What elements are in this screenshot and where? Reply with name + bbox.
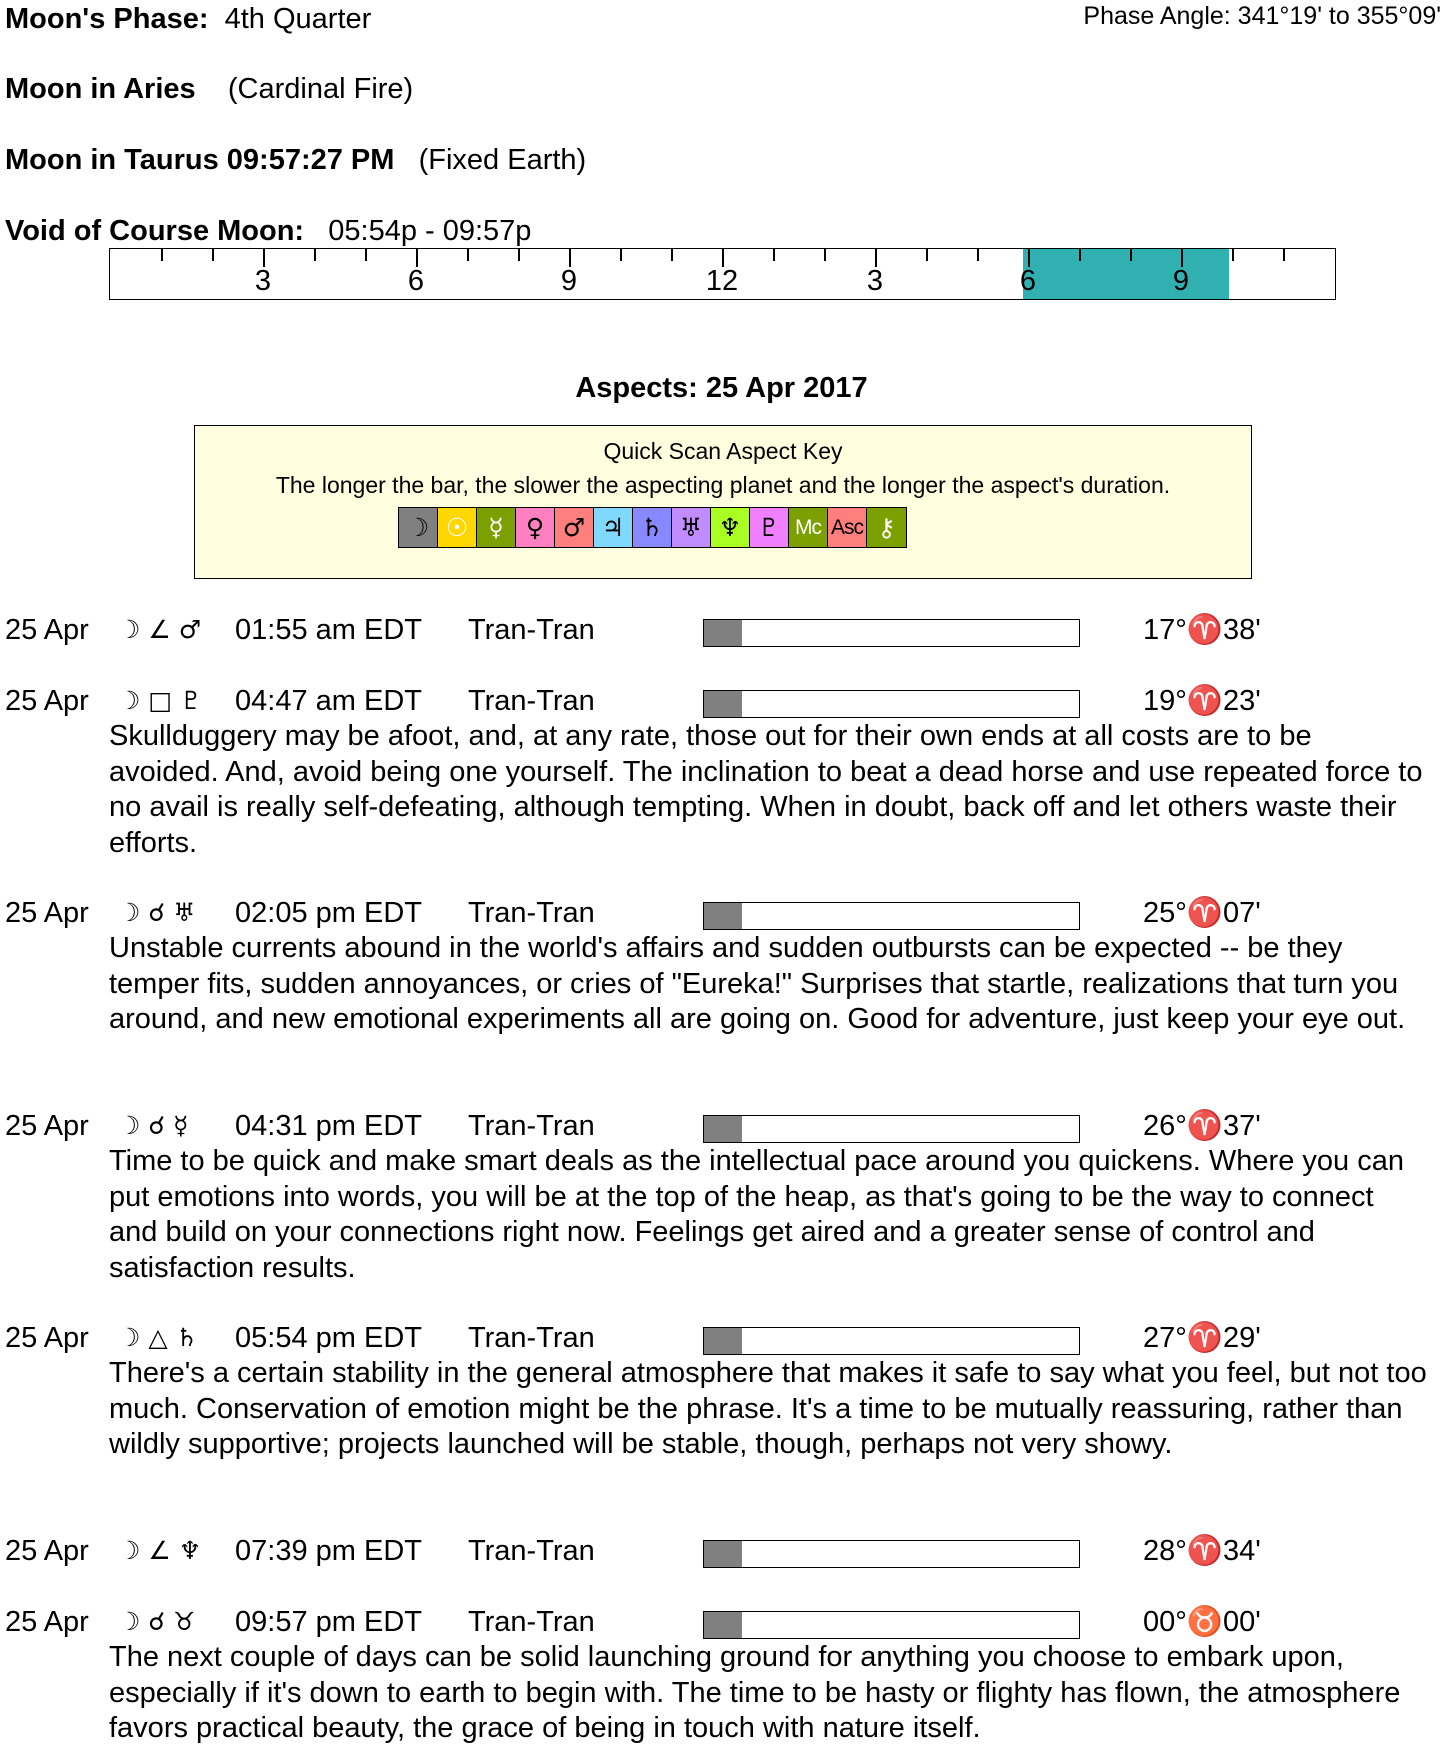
- aspect-position: 26°♈37': [1143, 1110, 1261, 1142]
- aspect-duration-fill: [704, 1612, 742, 1638]
- aspect-time: 02:05 pm EDT: [235, 897, 422, 929]
- timeline-tick: [1232, 249, 1234, 261]
- aspect-glyphs: ☽ ∠ ♂: [118, 615, 202, 644]
- moon-sign-line-2: [5, 143, 586, 177]
- moon-sign-1-label: Moon in Aries: [5, 73, 196, 105]
- uranus-icon: ♅: [672, 508, 711, 547]
- timeline-tick: [671, 249, 673, 261]
- timeline-tick: [467, 249, 469, 261]
- aspect-type: Tran-Tran: [468, 1110, 595, 1142]
- mercury-icon: ☿: [477, 508, 516, 547]
- aspect-glyphs: ☽ ☌ ♉: [118, 1607, 196, 1636]
- aspect-duration-fill: [704, 1541, 742, 1567]
- key-description: The longer the bar, the slower the aspecting planet and the longer the aspect's duration.: [275, 472, 1171, 498]
- aspect-glyphs: ☽ △ ♄: [118, 1323, 198, 1352]
- timeline-hour-label: 9: [560, 265, 578, 297]
- saturn-icon: ♄: [633, 508, 672, 547]
- aspect-duration-fill: [704, 903, 742, 929]
- timeline-tick: [1283, 249, 1285, 261]
- timeline-hour-label: 3: [866, 265, 884, 297]
- aspect-duration-fill: [704, 620, 742, 646]
- aspect-date: 25 Apr: [5, 614, 89, 646]
- timeline-tick: [620, 249, 622, 261]
- aspect-glyphs: ☽ ∠ ♆: [118, 1536, 202, 1565]
- mars-icon: ♂: [555, 508, 594, 547]
- aspect-duration-bar: [703, 902, 1080, 930]
- void-of-course-line: [5, 214, 531, 248]
- moon-sign-1-quality: (Cardinal Fire): [227, 73, 414, 105]
- aspect-description: There's a certain stability in the general atmosphere that makes it safe to say what you feel, but not too much. Conservation of emotion might be the phrase. It's a time to be mutually reassuring, rather than wildly supportive; projects launched will be stable, though, perhaps not very showy.: [109, 1357, 1427, 1460]
- aspect-time: 07:39 pm EDT: [235, 1535, 422, 1567]
- neptune-icon: ♆: [711, 508, 750, 547]
- aspect-type: Tran-Tran: [468, 1322, 595, 1354]
- timeline-hour-label: 6: [1019, 265, 1037, 297]
- timeline-hour-label: 9: [1172, 265, 1190, 297]
- aspect-description: Time to be quick and make smart deals as the intellectual pace around you quickens. Where you can put emotions into words, you will be at the top of the heap, as that's going to be the way to connect and build on your connections right now. Feelings get aired and a greater sense of control and satisfaction results.: [109, 1145, 1404, 1284]
- timeline-tick: [212, 249, 214, 261]
- aspect-position: 28°♈34': [1143, 1535, 1261, 1567]
- aspect-date: 25 Apr: [5, 1606, 89, 1638]
- aspect-type: Tran-Tran: [468, 685, 595, 717]
- aspect-date: 25 Apr: [5, 897, 89, 929]
- aspect-duration-bar: [703, 619, 1080, 647]
- aspect-description: Unstable currents abound in the world's affairs and sudden outbursts can be expected -- be they temper fits, sudden annoyances, or cries of "Eureka!" Surprises that startle, realizations that turn you around, and new emotional experiments all are going on. Good for adventure, just keep your eye out.: [109, 932, 1406, 1035]
- aspect-description: Skullduggery may be afoot, and, at any rate, those out for their own ends at all costs are to be avoided. And, avoid being one yourself. The inclination to beat a dead horse and use repeated force to no avail is really self-defeating, although tempting. When in doubt, back off and let others waste their efforts.: [109, 720, 1423, 859]
- moon-icon: ☽: [399, 508, 438, 547]
- timeline-hour-label: 3: [254, 265, 272, 297]
- aspect-glyphs: ☽ ☌ ♅: [118, 898, 196, 927]
- aspect-date: 25 Apr: [5, 1110, 89, 1142]
- aspect-position: 27°♈29': [1143, 1322, 1261, 1354]
- timeline-tick: [1130, 249, 1132, 261]
- timeline-tick: [773, 249, 775, 261]
- timeline-tick: [314, 249, 316, 261]
- aspect-position: 00°♉00': [1143, 1606, 1261, 1638]
- venus-icon: ♀: [516, 508, 555, 547]
- timeline-tick: [926, 249, 928, 261]
- timeline-tick: [977, 249, 979, 261]
- aspect-time: 01:55 am EDT: [235, 614, 422, 646]
- aspect-time: 04:31 pm EDT: [235, 1110, 422, 1142]
- timeline-tick: [161, 249, 163, 261]
- timeline-tick: [365, 249, 367, 261]
- aspect-time: 09:57 pm EDT: [235, 1606, 422, 1638]
- moon-phase-label: Moon's Phase:: [5, 3, 209, 35]
- aspect-duration-fill: [704, 1328, 742, 1354]
- pluto-icon: ♇: [750, 508, 789, 547]
- planet-color-key: [398, 507, 907, 548]
- aspect-type: Tran-Tran: [468, 1606, 595, 1638]
- moon-phase-value: 4th Quarter: [224, 3, 372, 35]
- jupiter-icon: ♃: [594, 508, 633, 547]
- timeline-hour-label: 12: [705, 265, 739, 297]
- midheaven-icon: Mc: [789, 508, 828, 547]
- timeline-tick: [518, 249, 520, 261]
- aspect-duration-bar: [703, 1327, 1080, 1355]
- aspect-glyphs: ☽ ☌ ☿: [118, 1111, 189, 1140]
- aspect-duration-fill: [704, 691, 742, 717]
- aspect-date: 25 Apr: [5, 1322, 89, 1354]
- void-of-course-highlight: [1023, 249, 1230, 299]
- aspect-duration-bar: [703, 690, 1080, 718]
- moon-sign-2-quality: (Fixed Earth): [418, 144, 587, 176]
- aspect-duration-bar: [703, 1540, 1080, 1568]
- moon-phase-line: [5, 2, 371, 36]
- aspect-description: The next couple of days can be solid launching ground for anything you choose to embark upon, especially if it's down to earth to begin with. The time to be hasty or flighty has flown, the atmosphere favors practical beauty, the grace of being in touch with nature itself.: [109, 1641, 1401, 1744]
- aspect-key-box: [194, 425, 1252, 579]
- chiron-icon: ⚷: [867, 508, 906, 547]
- moon-sign-2-label: Moon in Taurus 09:57:27 PM: [5, 144, 395, 176]
- sun-icon: ☉: [438, 508, 477, 547]
- voc-label: Void of Course Moon:: [5, 215, 305, 247]
- phase-angle: Phase Angle: 341°19' to 355°09': [1083, 2, 1441, 30]
- aspect-position: 17°♈38': [1143, 614, 1261, 646]
- aspects-title: Aspects: 25 Apr 2017: [575, 372, 868, 404]
- aspect-duration-bar: [703, 1115, 1080, 1143]
- aspect-type: Tran-Tran: [468, 1535, 595, 1567]
- ascendant-icon: Asc: [828, 508, 867, 547]
- aspect-date: 25 Apr: [5, 685, 89, 717]
- aspect-duration-fill: [704, 1116, 742, 1142]
- timeline-tick: [824, 249, 826, 261]
- aspect-duration-bar: [703, 1611, 1080, 1639]
- aspect-position: 25°♈07': [1143, 897, 1261, 929]
- aspect-position: 19°♈23': [1143, 685, 1261, 717]
- aspect-glyphs: ☽ □ ♇: [118, 686, 203, 715]
- aspect-date: 25 Apr: [5, 1535, 89, 1567]
- timeline-hour-label: 6: [407, 265, 425, 297]
- aspect-time: 04:47 am EDT: [235, 685, 422, 717]
- aspect-type: Tran-Tran: [468, 897, 595, 929]
- aspect-type: Tran-Tran: [468, 614, 595, 646]
- voc-value: 05:54p - 09:57p: [328, 215, 532, 247]
- moon-sign-line-1: [5, 72, 413, 106]
- timeline-tick: [1079, 249, 1081, 261]
- key-title: Quick Scan Aspect Key: [603, 438, 843, 464]
- void-of-course-timeline: [109, 248, 1336, 300]
- aspect-time: 05:54 pm EDT: [235, 1322, 422, 1354]
